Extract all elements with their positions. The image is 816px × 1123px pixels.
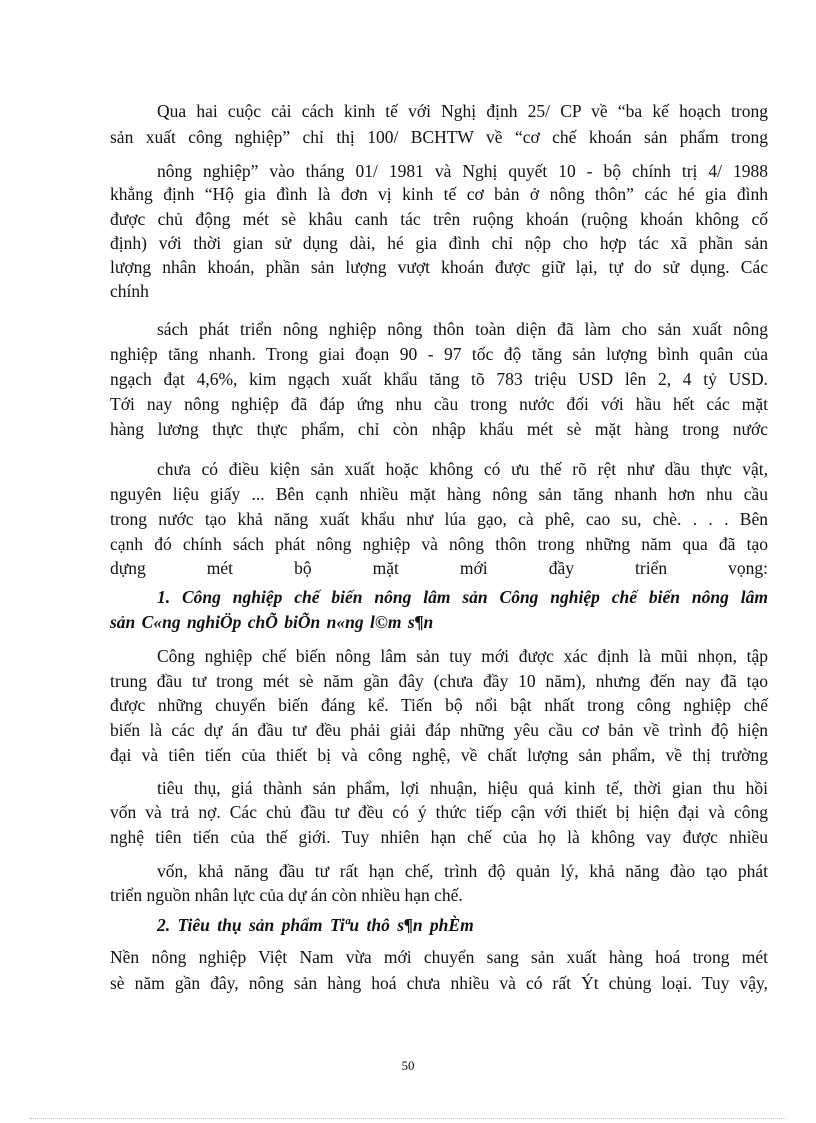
text-line: ngạch đạt 4,6%, kim ngạch xuất khẩu tăng tõ 783 triệu USD lên 2, 4 tỷ USD. [110, 369, 768, 389]
text-line: được những chuyển biến đáng kể. Tiến bộ nổi bật nhất trong công nghiệp chế [110, 695, 768, 715]
text-line: vốn và trả nợ. Các chủ đầu tư đều có ý thức tiếp cận với thiết bị hiện đại và công [110, 802, 768, 822]
text-line: lượng nhân khoán, phần sản lượng vượt khoán được giữ lại, tự do sử dụng. Các [110, 257, 768, 277]
text-line: được chủ động mét sè khâu canh tác trên ruộng khoán (ruộng khoán không cố [110, 209, 768, 229]
text-line: nguyên liệu giấy ... Bên cạnh nhiều mặt hàng nông sản tăng nhanh hơn nhu cầu [110, 484, 768, 504]
text-line: sách phát triển nông nghiệp nông thôn toàn diện đã làm cho sản xuất nông [157, 319, 768, 339]
text-line: nghiệp tăng nhanh. Trong giai đoạn 90 - 97 tốc độ tăng sản lượng bình quân của [110, 344, 768, 364]
text-line: Nền nông nghiệp Việt Nam vừa mới chuyển sang sản xuất hàng hoá trong mét [110, 947, 768, 967]
text-line: khẳng định “Hộ gia đình là đơn vị kinh tế cơ bản ở nông thôn” các hé gia đình [110, 184, 768, 204]
section-heading: sản C«ng nghiÖp chÕ biÕn n«ng l©m s¶n [110, 612, 434, 632]
text-line: triển nguồn nhân lực của dự án còn nhiều hạn chế. [110, 885, 463, 905]
text-line: nghệ tiên tiến của thế giới. Tuy nhiên hạn chế của họ là không vay được nhiều [110, 827, 768, 847]
text-line: cạnh đó chính sách phát nông nghiệp và nông thôn trong những năm qua đã tạo [110, 534, 768, 554]
text-line: Qua hai cuộc cải cách kinh tế với Nghị định 25/ CP về “ba kế hoạch trong [157, 101, 768, 121]
text-line: chưa có điều kiện sản xuất hoặc không có ưu thế rõ rệt như dầu thực vật, [157, 459, 768, 479]
text-line: trong nước tạo khả năng xuất khẩu như lúa gạo, cà phê, cao su, chè. . . . Bên [110, 509, 768, 529]
page-number: 50 [401, 1058, 415, 1073]
text-line: chính [110, 281, 149, 301]
section-heading: 2. Tiêu thụ sản phẩm Tiªu thô s¶n phÈm [157, 915, 474, 935]
text-line: sè năm gần đây, nông sản hàng hoá chưa nhiều và có rất Ýt chủng loại. Tuy vậy, [110, 973, 768, 993]
text-line: đại và tiên tiến của thiết bị và công nghệ, về chất lượng sản phẩm, về thị trường [110, 745, 768, 765]
text-line: biến là các dự án đầu tư đều phải giải đáp những yêu cầu cơ bản về trình độ hiện [110, 720, 768, 740]
text-line: định) với thời gian sử dụng dài, hé gia đình chỉ nộp cho hợp tác xã phần sản [110, 233, 768, 253]
text-line: Tới nay nông nghiệp đã đáp ứng nhu cầu trong nước đối với hầu hết các mặt [110, 394, 768, 414]
text-line: Công nghiệp chế biến nông lâm sản tuy mới được xác định là mũi nhọn, tập [157, 646, 768, 666]
text-line: sản xuất công nghiệp” chỉ thị 100/ BCHTW về “cơ chế khoán sản phẩm trong [110, 127, 768, 147]
text-line: hàng lương thực thực phẩm, chỉ còn nhập khẩu mét sè mặt hàng trong nước [110, 419, 768, 439]
text-line: tiêu thụ, giá thành sản phẩm, lợi nhuận, hiệu quả kinh tế, thời gian thu hồi [157, 778, 768, 798]
text-line: vốn, khả năng đầu tư rất hạn chế, trình độ quản lý, khả năng đào tạo phát [157, 861, 768, 881]
page-divider [30, 1118, 786, 1119]
section-heading: 1. Công nghiệp chế biến nông lâm sản Công nghiệp chế biến nông lâm [157, 587, 768, 607]
text-line: dựng mét bộ mặt mới đầy triển vọng: [110, 558, 768, 578]
text-line: nông nghiệp” vào tháng 01/ 1981 và Nghị quyết 10 - bộ chính trị 4/ 1988 [157, 161, 768, 181]
text-line: trung đầu tư trong mét sè năm gần đây (chưa đầy 10 năm), nhưng đến nay đã tạo [110, 671, 768, 691]
